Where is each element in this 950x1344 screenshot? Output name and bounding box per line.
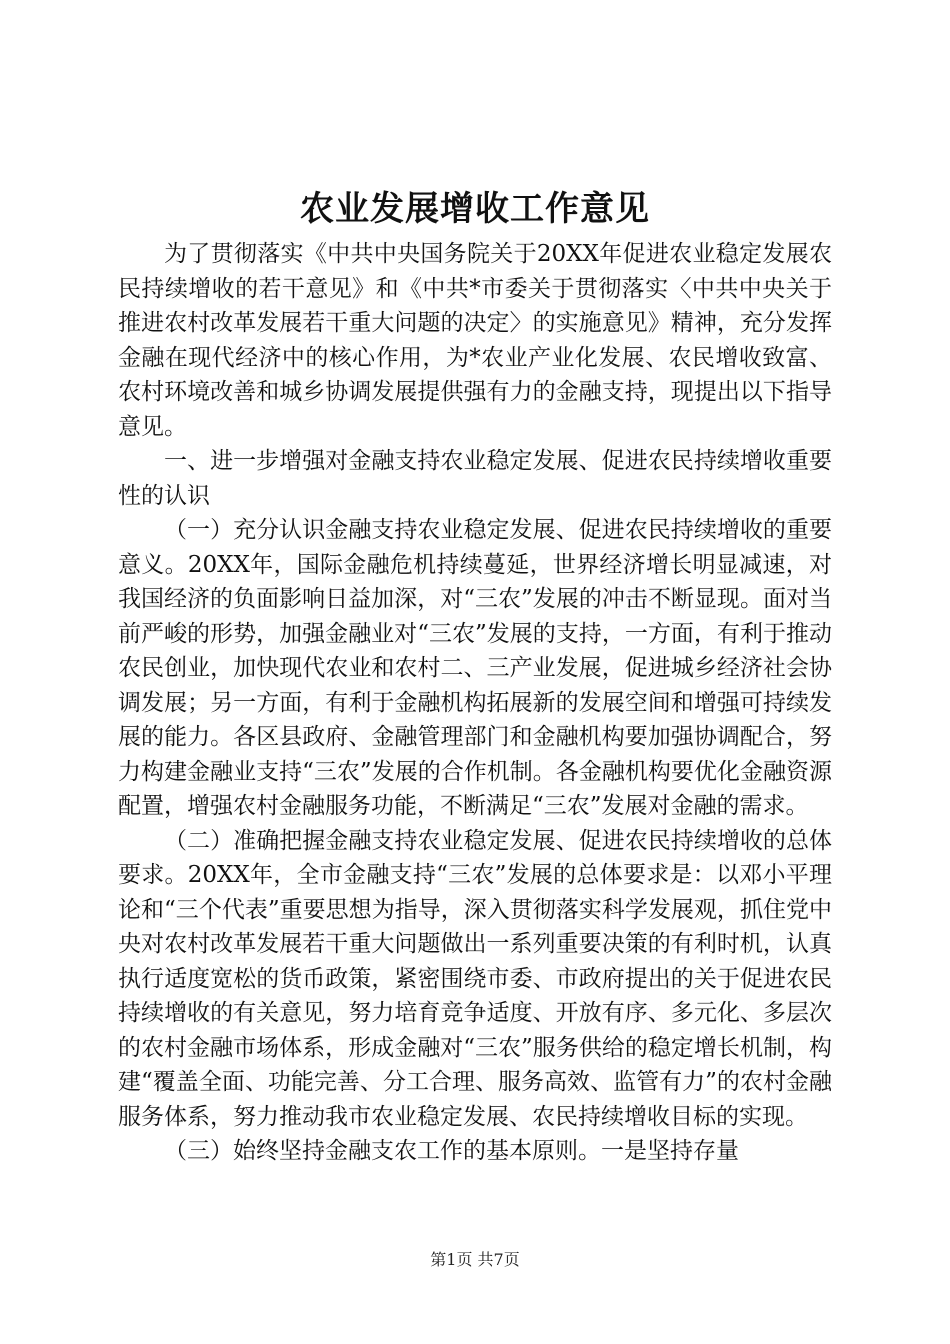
paragraph-section-heading: 一、进一步增强对金融支持农业稳定发展、促进农民持续增收重要性的认识 [118, 448, 832, 509]
paragraph-intro: 为了贯彻落实《中共中央国务院关于20XX年促进农业稳定发展农民持续增收的若干意见》和《中共*市委关于贯彻落实〈中共中央关于推进农村改革发展若干重大问题的决定〉的实施意见》精神，充分发挥金融在现代经济中的核心作用，为*农业产业化发展、农民增收致富、农村环境改善和城乡协调发展提供强有力的金融支持，现提出以下指导意见。 [118, 241, 832, 440]
page-number-footer: 第1页 共7页 [430, 1250, 520, 1269]
paragraph-item-3: （三）始终坚持金融支农工作的基本原则。一是坚持存量 [164, 1138, 739, 1164]
paragraph-item-1: （一）充分认识金融支持农业稳定发展、促进农民持续增收的重要意义。20XX年，国际金融危机持续蔓延，世界经济增长明显减速，对我国经济的负面影响日益加深，对“三农”发展的冲击不断显现。面对当前严峻的形势，加强金融业对“三农”发展的支持，一方面，有利于推动农民创业，加快现代农业和农村二、三产业发展，促进城乡经济社会协调发展；另一方面，有利于金融机构拓展新的发展空间和增强可持续发展的能力。各区县政府、金融管理部门和金融机构要加强协调配合，努力构建金融业支持“三农”发展的合作机制。各金融机构要优化金融资源配置，增强农村金融服务功能，不断满足“三农”发展对金融的需求。 [118, 517, 832, 819]
document-body [118, 237, 832, 1169]
document-title: 农业发展增收工作意见 [300, 189, 650, 229]
paragraph-item-2: （二）准确把握金融支持农业稳定发展、促进农民持续增收的总体要求。20XX年，全市金融支持“三农”发展的总体要求是：以邓小平理论和“三个代表”重要思想为指导，深入贯彻落实科学发展观，抓住党中央对农村改革发展若干重大问题做出一系列重要决策的有利时机，认真执行适度宽松的货币政策，紧密围绕市委、市政府提出的关于促进农民持续增收的有关意见，努力培育竞争适度、开放有序、多元化、多层次的农村金融市场体系，形成金融对“三农”服务供给的稳定增长机制，构建“覆盖全面、功能完善、分工合理、服务高效、监管有力”的农村金融服务体系，努力推动我市农业稳定发展、农民持续增收目标的实现。 [118, 827, 832, 1130]
